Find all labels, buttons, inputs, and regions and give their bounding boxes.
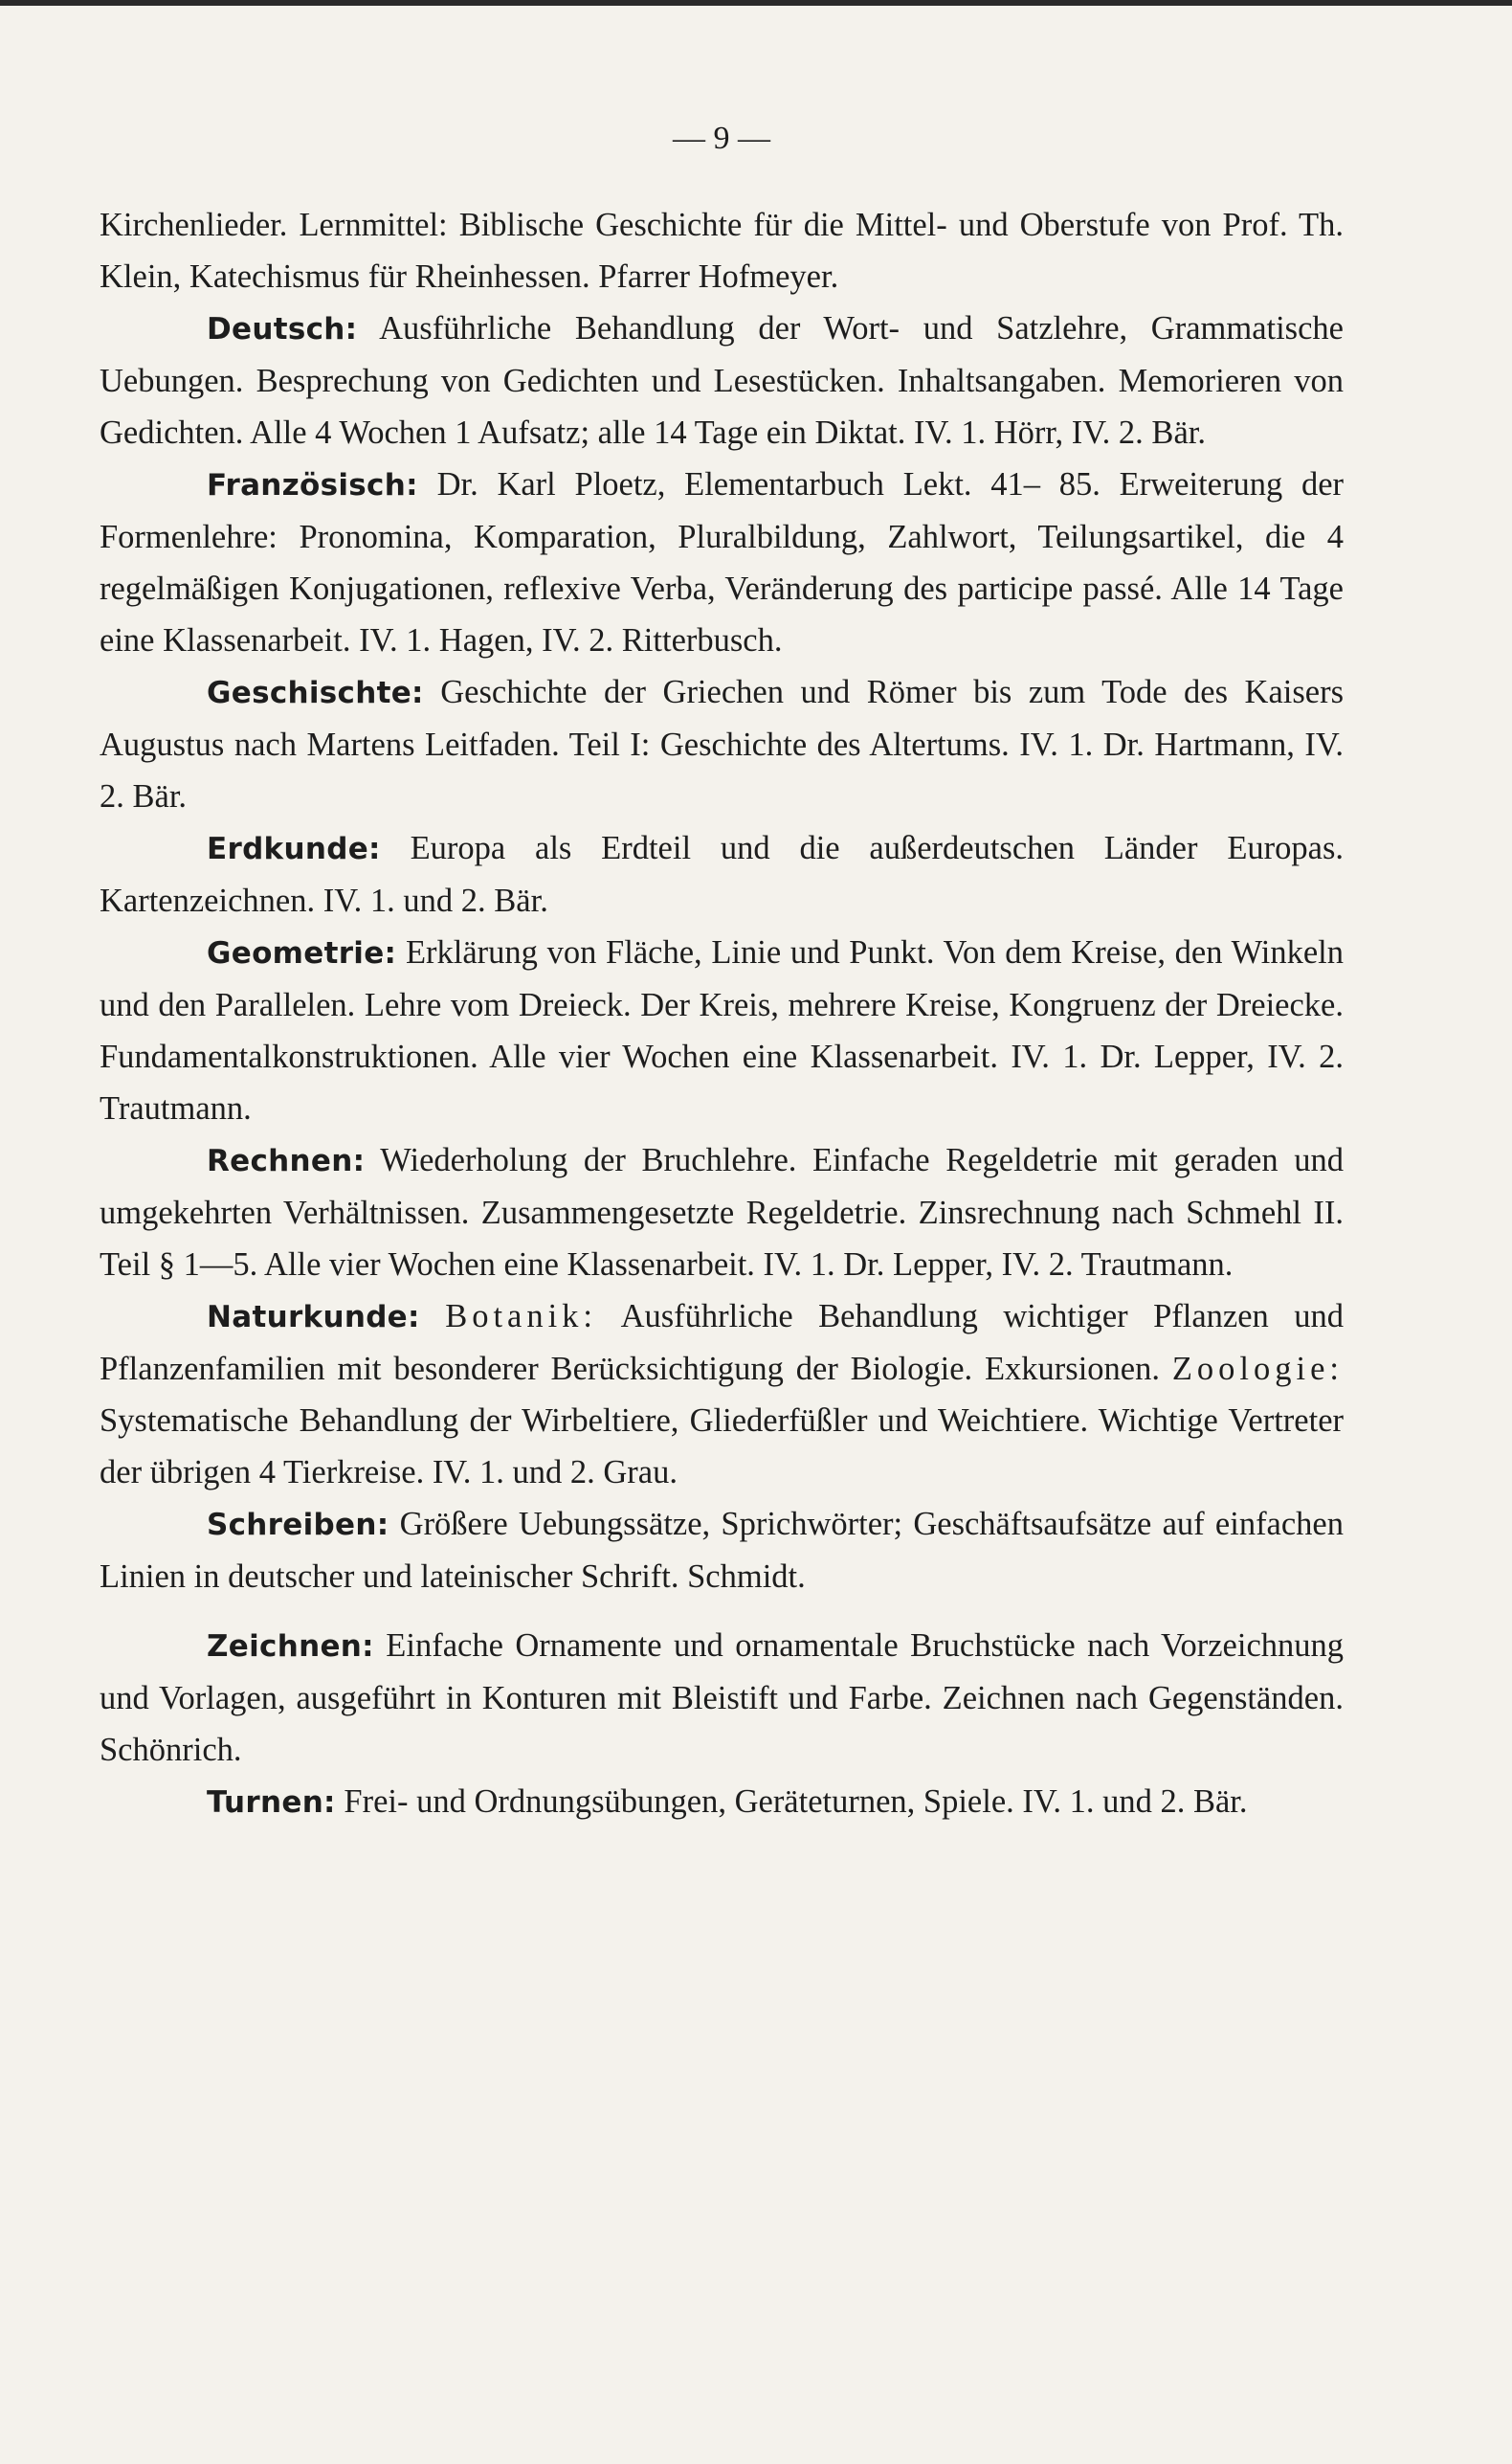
section-title-turnen: Turnen: — [207, 1785, 336, 1820]
section-text-deutsch: Ausführliche Behandlung der Wort- und Satzlehre, Grammatische Uebungen. Besprechung von Gedichten und Lesestücken. Inhaltsangaben. Memorieren von Gedichten. Alle 4 Wochen 1 Aufsatz; alle 14 Tage ein Diktat. IV. 1. Hörr, IV. 2. Bär. — [100, 310, 1344, 451]
section-text-geschichte: Geschichte der Griechen und Römer bis zum Tode des Kaisers Augustus nach Martens Leitfaden. Teil I: Geschichte des Altertums. IV. 1. Dr. Hartmann, IV. 2. Bär. — [100, 674, 1345, 815]
page-top-border — [0, 0, 1512, 6]
section-title-erdkunde: Erdkunde: — [207, 832, 381, 866]
zoologie-label: Zoologie: — [1171, 1351, 1345, 1387]
section-title-deutsch: Deutsch: — [207, 312, 358, 347]
section-turnen — [100, 1776, 1344, 1828]
section-text-franzoesisch: Dr. Karl Ploetz, Elementarbuch Lekt. 41– 85. Erweiterung der Formenlehre: Pronomina, Komparation, Pluralbildung, Zahlwort, Teilungsartikel, die 4 regelmäßigen Konjugationen, reflexive Verba, Veränderung des participe passé. Alle 14 Tage eine Klassenarbeit. IV. 1. Hagen, IV. 2. Ritterbusch. — [100, 466, 1345, 659]
section-text-schreiben: Größere Uebungssätze, Sprichwörter; Geschäftsaufsätze auf einfachen Linien in deutscher und lateinischer Schrift. Schmidt. — [100, 1506, 1344, 1595]
section-geschichte — [100, 666, 1344, 822]
section-title-schreiben: Schreiben: — [207, 1508, 389, 1542]
section-text-erdkunde: Europa als Erdteil und die außerdeutschen Länder Europas. Kartenzeichnen. IV. 1. und 2. Bär. — [100, 830, 1344, 919]
section-text-rechnen: Wiederholung der Bruchlehre. Einfache Regeldetrie mit geraden und umgekehrten Verhältnissen. Zusammengesetzte Regeldetrie. Zinsrechnung nach Schmehl II. Teil § 1—5. Alle vier Wochen eine Klassenarbeit. IV. 1. Dr. Lepper, IV. 2. Trautmann. — [100, 1142, 1344, 1283]
section-text-geometrie: Erklärung von Fläche, Linie und Punkt. Von dem Kreise, den Winkeln und den Parallelen. Lehre vom Dreieck. Der Kreis, mehrere Kreise, Kongruenz der Dreiecke. Fundamentalkonstruktionen. Alle vier Wochen eine Klassenarbeit. IV. 1. Dr. Lepper, IV. 2. Trautmann. — [100, 934, 1344, 1127]
section-zeichnen — [100, 1620, 1344, 1776]
section-title-naturkunde: Naturkunde: — [207, 1300, 420, 1334]
section-erdkunde — [100, 822, 1344, 927]
intro-paragraph: Kirchenlieder. Lernmittel: Biblische Geschichte für die Mittel- und Oberstufe von Prof. Th. Klein, Katechismus für Rheinhessen. Pfarrer Hofmeyer. — [100, 207, 1344, 295]
section-text-zeichnen: Einfache Ornamente und ornamentale Bruchstücke nach Vorzeichnung und Vorlagen, ausgeführt in Konturen mit Bleistift und Farbe. Zeichnen nach Gegenständen. Schönrich. — [100, 1627, 1345, 1768]
section-title-geschichte: Geschischte: — [207, 676, 424, 710]
document-page — [100, 113, 1344, 1828]
section-title-geometrie: Geometrie: — [207, 936, 397, 971]
section-deutsch — [100, 302, 1344, 459]
section-franzoesisch — [100, 459, 1344, 666]
botanik-label: Botanik: — [445, 1298, 598, 1334]
section-text-turnen: Frei- und Ordnungsübungen, Geräteturnen, Spiele. IV. 1. und 2. Bär. — [344, 1783, 1248, 1820]
section-naturkunde — [100, 1290, 1344, 1498]
section-schreiben — [100, 1498, 1344, 1602]
page-number: — 9 — — [673, 121, 770, 156]
section-text-naturkunde-botanik: Ausführliche Behandlung wichtiger Pflanzen und Pflanzenfamilien mit besonderer Berücksichtigung der Biologie. Exkursionen. — [100, 1298, 1344, 1387]
section-geometrie — [100, 927, 1344, 1134]
section-title-zeichnen: Zeichnen: — [207, 1629, 374, 1664]
section-title-franzoesisch: Französisch: — [207, 468, 418, 503]
section-text-naturkunde-zoologie: Systematische Behandlung der Wirbeltiere, Gliederfüßler und Weichtiere. Wichtige Vertreter der übrigen 4 Tierkreise. IV. 1. und 2. Grau. — [100, 1402, 1344, 1490]
section-rechnen — [100, 1134, 1344, 1290]
section-title-rechnen: Rechnen: — [207, 1144, 366, 1178]
